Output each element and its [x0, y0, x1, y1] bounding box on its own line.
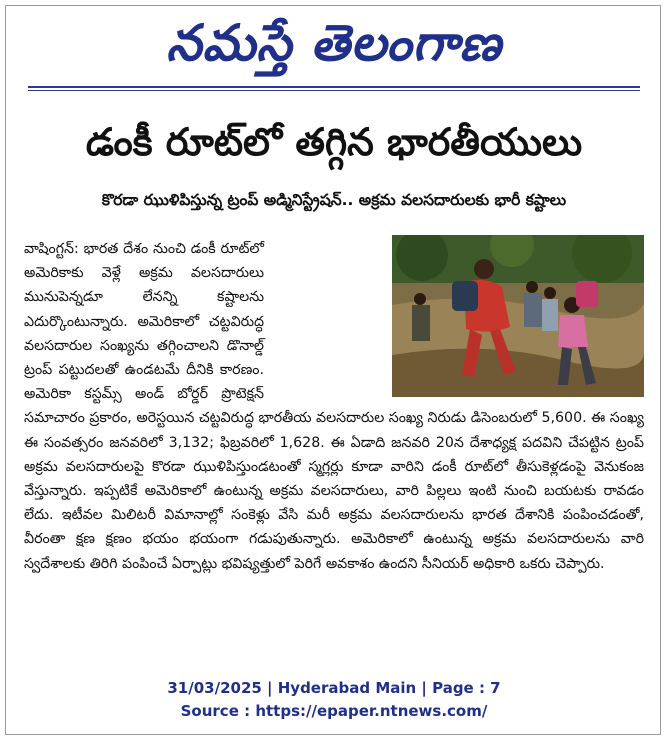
source-link[interactable]: Source : https://epaper.ntnews.com/ [180, 702, 488, 720]
masthead-divider [28, 86, 640, 88]
article-headline: డంకీ రూట్‌లో తగ్గిన భారతీయులు [85, 120, 583, 164]
article-body-text: వాషింగ్టన్: భారత దేశం నుంచి డంకీ రూట్‌లో అమెరికాకు వెళ్లే అక్రమ వలసదారులు మునుపెన్నడూ లేనన్ని కష్టాలను ఎదుర్కొంటున్నారు. అమెరికాలో చట్టవిరుద్ధ వలసదారుల సంఖ్యను తగ్గించాలని డొనాల్డ్ ట్రంప్ పట్టుదలతో ఉండటమే దీనికి కారణం. అమెరికా కస్టమ్స్ అండ్ బోర్డర్ ప్రొటెక్షన్ సమాచారం ప్రకారం, అరెస్టయిన చట్టవిరుద్ధ భారతీయ వలసదారుల సంఖ్య నిరుడు డిసెంబరులో 5,600. ఈ సంఖ్య ఈ సంవత్సరం జనవరిలో 3,132; ఫిబ్రవరిలో 1,628. ఈ ఏడాది జనవరి 20న దేశాధ్యక్ష పదవిని చేపట్టిన ట్రంప్ అక్రమ వలసదారులపై కొరడా ఝుళిపిస్తుండటంతో స్మగ్లర్లు కూడా వారిని డంకీ రూట్‌లో తీసుకెళ్లడంపై వెనుకంజ వేస్తున్నారు. ఇప్పటికే అమెరికాలో ఉంటున్న అక్రమ వలసదారులు, వారి పిల్లలు ఇంటి నుంచి బయటకు రావడం లేదు. ఇటీవల మిలిటరీ విమానాల్లో సంకెళ్లు వేసి మరీ అక్రమ వలసదారులను భారత దేశానికి పంపించడంతో, వీరంతా క్షణ క్షణం భయం భయంగా గడుపుతున్నారు. అమెరికాలో ఉంటున్న అక్రమ వలసదారులను వారి స్వదేశాలకు తిరిగి పంపించే ఏర్పాట్లు భవిష్యత్తులో పెరిగే అవకాశం ఉందని సీనియర్ అధికారి ఒకరు చెప్పారు. [24, 241, 644, 572]
newspaper-masthead: నమస్తే తెలంగాణ [166, 14, 502, 72]
edition-info: 31/03/2025 | Hyderabad Main | Page : 7 [167, 679, 501, 697]
photo-wrap-space [270, 237, 644, 400]
masthead-divider-thin [28, 90, 640, 91]
article-body [24, 237, 644, 576]
article-subheadline: కొరడా ఝుళిపిస్తున్న ట్రంప్ అడ్మినిస్ట్రేషన్.. అక్రమ వలసదారులకు భారీ కష్టాలు [101, 191, 567, 209]
